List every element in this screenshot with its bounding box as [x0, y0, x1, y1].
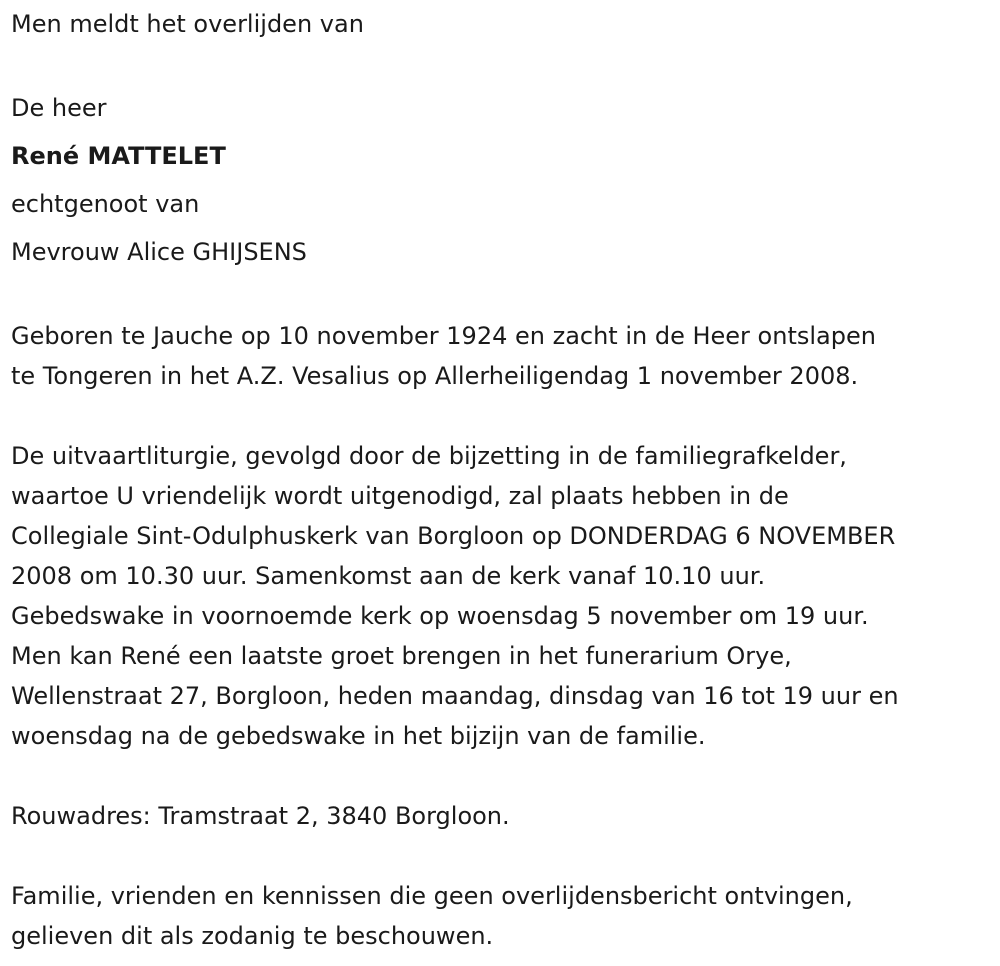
intro-text: Men meldt het overlijden van	[11, 10, 364, 38]
birth-death-line: te Tongeren in het A.Z. Vesalius op Allerheiligendag 1 november 2008.	[11, 362, 859, 390]
death-notice	[11, 4, 991, 956]
deceased-first-name: René	[11, 142, 80, 170]
salutation: De heer	[11, 94, 107, 122]
funeral-line: De uitvaartliturgie, gevolgd door de bijzetting in de familiegrafkelder,	[11, 442, 847, 470]
funeral-line: Collegiale Sint-Odulphuskerk van Borgloon op DONDERDAG 6 NOVEMBER	[11, 522, 896, 550]
funeral-line: Men kan René een laatste groet brengen in het funerarium Orye,	[11, 642, 792, 670]
funeral-line: waartoe U vriendelijk wordt uitgenodigd, zal plaats hebben in de	[11, 482, 789, 510]
deceased-name	[11, 132, 991, 180]
closing-line: gelieven dit als zodanig te beschouwen.	[11, 922, 494, 950]
funeral-line: woensdag na de gebedswake in het bijzijn van de familie.	[11, 722, 706, 750]
funeral-line: 2008 om 10.30 uur. Samenkomst aan de kerk vanaf 10.10 uur.	[11, 562, 766, 590]
funeral-line: Wellenstraat 27, Borgloon, heden maandag, dinsdag van 16 tot 19 uur en	[11, 682, 899, 710]
spacer	[11, 756, 991, 796]
mourning-address: Rouwadres: Tramstraat 2, 3840 Borgloon.	[11, 802, 510, 830]
spouse-name: Mevrouw Alice GHIJSENS	[11, 238, 307, 266]
relation-text: echtgenoot van	[11, 190, 200, 218]
spacer	[11, 44, 991, 84]
birth-death-line: Geboren te Jauche op 10 november 1924 en zacht in de Heer ontslapen	[11, 322, 876, 350]
spacer	[11, 836, 991, 876]
spacer	[11, 276, 991, 316]
closing-line: Familie, vrienden en kennissen die geen overlijdensbericht ontvingen,	[11, 882, 853, 910]
spacer	[11, 396, 991, 436]
funeral-line: Gebedswake in voornoemde kerk op woensdag 5 november om 19 uur.	[11, 602, 869, 630]
deceased-surname: MATTELET	[87, 142, 226, 170]
